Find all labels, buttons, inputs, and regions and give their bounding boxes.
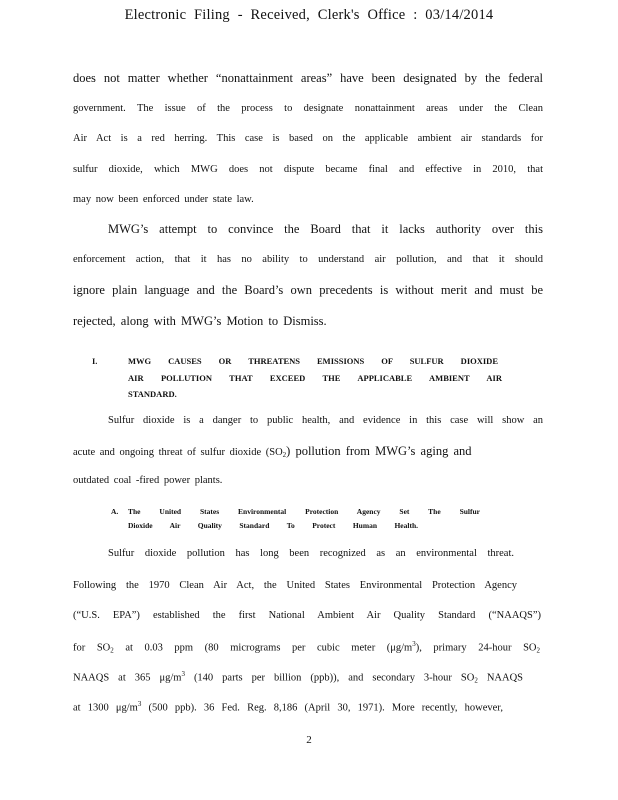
body-line bbox=[73, 670, 523, 685]
body-line: Air Act is a red herring. This case is based on the applicable ambient air standards for bbox=[73, 133, 543, 144]
body-line: government. The issue of the process to designate nonattainment areas under the Clean bbox=[73, 103, 543, 114]
body-line: ignore plain language and the Board’s own precedents is without merit and must be bbox=[73, 283, 543, 297]
text-run: acute and ongoing threat of sulfur dioxide (SO bbox=[73, 447, 283, 458]
text-run: ) pollution from MWG’s aging and bbox=[286, 444, 472, 458]
body-line bbox=[73, 444, 505, 459]
body-line: does not matter whether “nonattainment areas” have been designated by the federal bbox=[73, 71, 543, 85]
subscript: 2 bbox=[110, 646, 114, 655]
superscript: 3 bbox=[181, 670, 185, 678]
subscript: 2 bbox=[536, 646, 540, 655]
body-line: Following the 1970 Clean Air Act, the United States Environmental Protection Agency bbox=[73, 580, 517, 591]
subsection-letter: A. bbox=[111, 507, 119, 516]
body-line: Sulfur dioxide is a danger to public health, and evidence in this case will show an bbox=[108, 415, 543, 426]
body-line: outdated coal -fired power plants. bbox=[73, 475, 223, 486]
subscript: 2 bbox=[282, 451, 287, 459]
superscript: 3 bbox=[137, 700, 142, 708]
subscript: 2 bbox=[474, 676, 478, 685]
text-run: at 1300 μg/m bbox=[73, 702, 138, 714]
body-line: sulfur dioxide, which MWG does not dispute became final and effective in 2010, that bbox=[73, 164, 543, 175]
section-heading-line: STANDARD. bbox=[128, 389, 177, 399]
body-line: may now been enforced under state law. bbox=[73, 194, 254, 205]
superscript: 3 bbox=[412, 640, 416, 648]
subsection-heading-line: The United States Environmental Protection Agency Set The Sulfur bbox=[128, 507, 480, 516]
body-line: enforcement action, that it has no ability to understand air pollution, and that it should bbox=[73, 254, 543, 265]
text-run: (500 ppb). 36 Fed. Reg. 8,186 (April 30, 1971). More recently, however, bbox=[148, 702, 504, 714]
text-run: ), primary 24-hour SO bbox=[415, 642, 537, 654]
body-line bbox=[73, 640, 540, 655]
body-line: Sulfur dioxide pollution has long been recognized as an environmental threat. bbox=[108, 548, 514, 559]
text-run: (140 parts per billion (ppb)), and secondary 3-hour SO bbox=[193, 672, 475, 684]
section-heading-line: AIR POLLUTION THAT EXCEED THE APPLICABLE AMBIENT AIR bbox=[128, 373, 502, 383]
text-run: at 0.03 ppm (80 micrograms per cubic meter (μg/m bbox=[125, 642, 413, 654]
body-line: (“U.S. EPA”) established the first National Ambient Air Quality Standard (“NAAQS”) bbox=[73, 610, 541, 621]
section-number: I. bbox=[92, 356, 98, 366]
text-run: NAAQS at 365 μg/m bbox=[73, 672, 182, 684]
subsection-heading-line: Dioxide Air Quality Standard To Protect Human Health. bbox=[128, 521, 418, 530]
body-line: rejected, along with MWG’s Motion to Dismiss. bbox=[73, 314, 327, 328]
body-line: MWG’s attempt to convince the Board that it lacks authority over this bbox=[108, 222, 543, 236]
text-run: NAAQS bbox=[486, 672, 524, 684]
text-run: for SO bbox=[73, 642, 111, 654]
page-number: 2 bbox=[306, 734, 312, 746]
section-heading-line: MWG CAUSES OR THREATENS EMISSIONS OF SULFUR DIOXIDE bbox=[128, 356, 498, 366]
body-line bbox=[73, 700, 503, 714]
filing-stamp-header: Electronic Filing - Received, Clerk's Office : 03/14/2014 bbox=[124, 7, 494, 23]
